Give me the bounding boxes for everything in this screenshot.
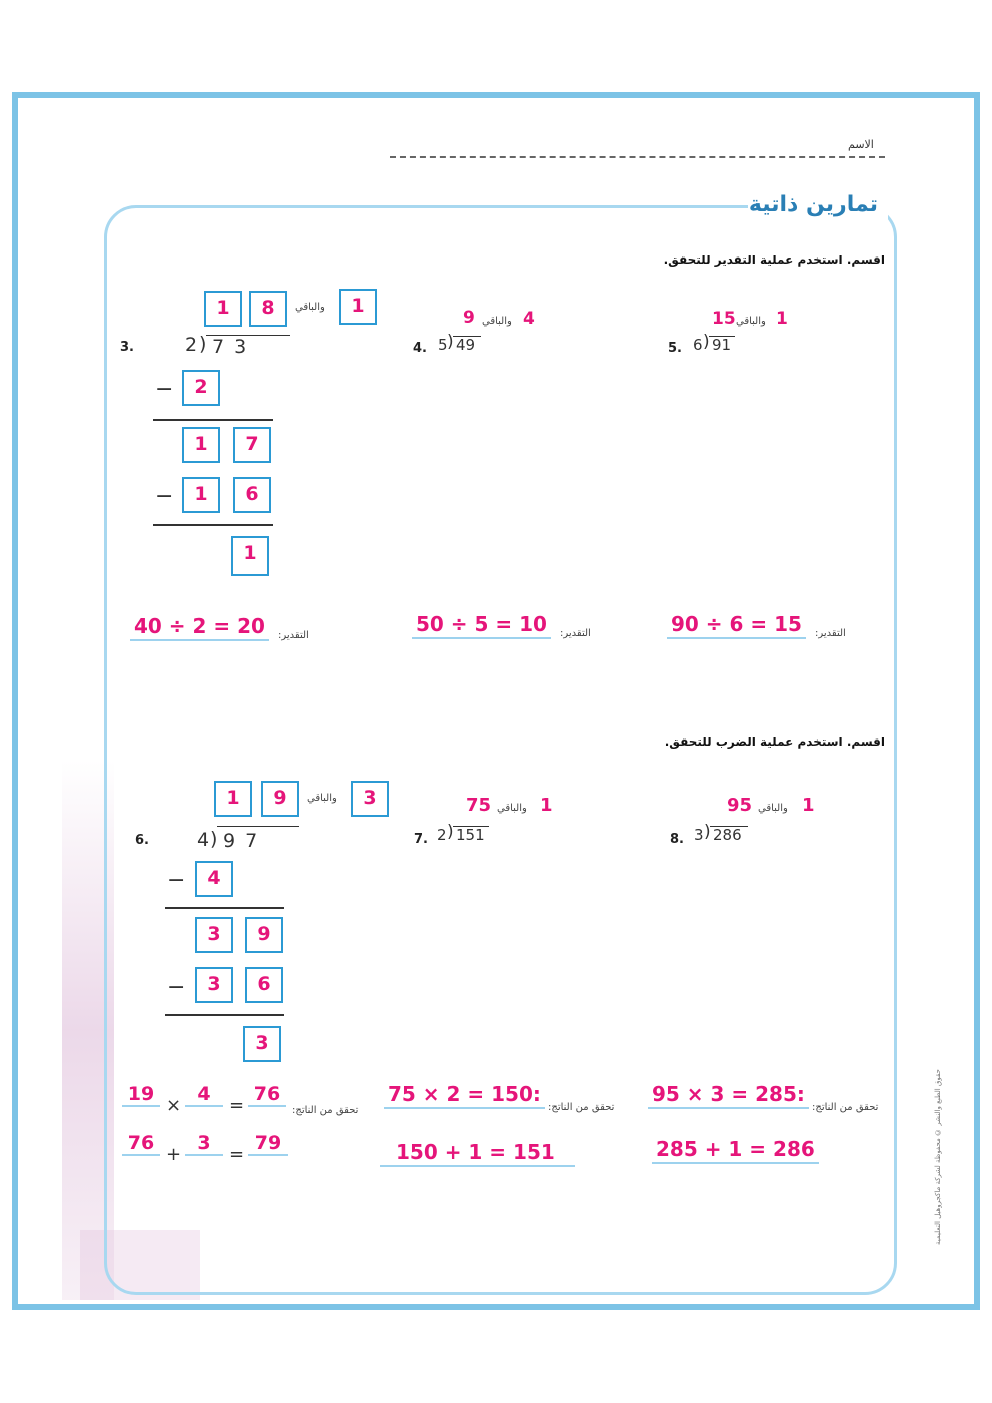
- check-addition[interactable]: 285 + 1 = 286: [652, 1137, 819, 1164]
- problem-number: 4.: [413, 341, 427, 356]
- estimate-answer[interactable]: 40 ÷ 2 = 20: [130, 614, 269, 641]
- estimate-label: التقدير:: [815, 628, 846, 639]
- check-sum[interactable]: 79: [248, 1132, 288, 1156]
- division-bar: [217, 826, 299, 827]
- remainder-box[interactable]: 3: [351, 781, 389, 817]
- remainder-label: والباقي: [497, 803, 527, 814]
- remainder[interactable]: 1: [802, 795, 815, 816]
- remainder-label: والباقي: [736, 316, 766, 327]
- quotient[interactable]: 15: [712, 309, 736, 329]
- divisor: 2: [437, 826, 447, 844]
- subtract-digit-1[interactable]: 4: [195, 861, 233, 897]
- side-copyright: حقوق الطبع والنشر © محفوظة لشركة ماكجروهيل التعليمية: [934, 1069, 942, 1245]
- quotient[interactable]: 95: [727, 795, 753, 816]
- problem-number: 5.: [668, 341, 682, 356]
- division-bracket-icon: ): [199, 333, 207, 355]
- check-label: تحقق من الناتج:: [548, 1102, 615, 1113]
- estimate-label: التقدير:: [560, 628, 591, 639]
- remainder[interactable]: 1: [776, 309, 788, 329]
- subtraction-line-1: [165, 907, 284, 909]
- instruction-part2: اقسم. استخدم عملية الضرب للتحقق.: [664, 735, 885, 749]
- plus-sign: +: [166, 1144, 182, 1165]
- minus-sign-1: −: [167, 868, 186, 893]
- problem-number: 8.: [670, 832, 684, 847]
- check-multiplication[interactable]: 75 × 2 = 150:: [384, 1082, 545, 1109]
- instruction-part1: اقسم. استخدم عملية التقدير للتحقق.: [663, 253, 885, 267]
- subtract-digit-3[interactable]: 6: [245, 967, 283, 1003]
- difference-digit-2[interactable]: 7: [233, 427, 271, 463]
- problem-number: 6.: [135, 833, 149, 848]
- times-sign: ×: [166, 1095, 182, 1116]
- dividend: 49: [456, 336, 476, 354]
- equals-sign: =: [229, 1095, 245, 1116]
- check-label: تحقق من الناتج:: [292, 1105, 359, 1116]
- divisor: 5: [438, 336, 448, 354]
- remainder-box[interactable]: 1: [339, 289, 377, 325]
- remainder-label: والباقي: [482, 316, 512, 327]
- minus-sign-1: −: [155, 377, 174, 402]
- remainder[interactable]: 1: [540, 795, 553, 816]
- estimate-answer[interactable]: 50 ÷ 5 = 10: [412, 612, 551, 639]
- section-title: تمارين ذاتية: [748, 192, 878, 217]
- dividend: 286: [713, 826, 742, 844]
- division-bracket-icon: ): [447, 332, 454, 352]
- remainder-label: والباقي: [758, 803, 788, 814]
- difference-digit-1[interactable]: 1: [182, 427, 220, 463]
- final-remainder-box[interactable]: 1: [231, 536, 269, 576]
- remainder[interactable]: 4: [523, 309, 535, 329]
- check-label: تحقق من الناتج:: [812, 1102, 879, 1113]
- final-remainder-box[interactable]: 3: [243, 1026, 281, 1062]
- dividend: 9 7: [223, 830, 260, 852]
- dividend: 91: [712, 336, 732, 354]
- check-factor-1[interactable]: 19: [122, 1083, 160, 1107]
- subtract-digit-1[interactable]: 2: [182, 370, 220, 406]
- name-field[interactable]: [390, 156, 885, 158]
- subtract-digit-2[interactable]: 1: [182, 477, 220, 513]
- minus-sign-2: −: [155, 484, 174, 509]
- subtraction-line-1: [153, 419, 273, 421]
- subtraction-line-2: [153, 524, 273, 526]
- division-bracket-icon: ): [447, 822, 454, 842]
- quotient-digit-2[interactable]: 8: [249, 291, 287, 327]
- dividend: 151: [456, 826, 485, 844]
- check-addition[interactable]: 150 + 1 = 151: [380, 1140, 575, 1167]
- check-product[interactable]: 76: [248, 1083, 286, 1107]
- estimate-answer[interactable]: 90 ÷ 6 = 15: [667, 612, 806, 639]
- divisor: 4: [197, 829, 212, 851]
- check-addend-2[interactable]: 3: [185, 1132, 223, 1156]
- equals-sign: =: [229, 1144, 245, 1165]
- division-bracket-icon: ): [703, 332, 710, 352]
- divisor: 6: [693, 336, 703, 354]
- remainder-label: والباقي: [295, 302, 325, 313]
- divisor: 2: [185, 334, 200, 356]
- division-bracket-icon: ): [704, 822, 711, 842]
- difference-digit-2[interactable]: 9: [245, 917, 283, 953]
- quotient-digit-1[interactable]: 1: [214, 781, 252, 817]
- name-label: الاسم: [848, 138, 874, 151]
- estimate-label: التقدير:: [278, 630, 309, 641]
- divisor: 3: [694, 826, 704, 844]
- remainder-label: والباقي: [307, 793, 337, 804]
- quotient[interactable]: 9: [463, 308, 475, 328]
- check-multiplication[interactable]: 95 × 3 = 285:: [648, 1082, 809, 1109]
- quotient[interactable]: 75: [466, 795, 492, 816]
- problem-number: 7.: [414, 832, 428, 847]
- dividend: 7 3: [212, 336, 249, 358]
- check-addend-1[interactable]: 76: [122, 1132, 160, 1156]
- subtraction-line-2: [165, 1014, 284, 1016]
- difference-digit-1[interactable]: 3: [195, 917, 233, 953]
- subtract-digit-3[interactable]: 6: [233, 477, 271, 513]
- quotient-digit-2[interactable]: 9: [261, 781, 299, 817]
- check-factor-2[interactable]: 4: [185, 1083, 223, 1107]
- minus-sign-2: −: [167, 975, 186, 1000]
- subtract-digit-2[interactable]: 3: [195, 967, 233, 1003]
- problem-number: 3.: [120, 340, 134, 355]
- quotient-digit-1[interactable]: 1: [204, 291, 242, 327]
- division-bracket-icon: ): [210, 828, 218, 850]
